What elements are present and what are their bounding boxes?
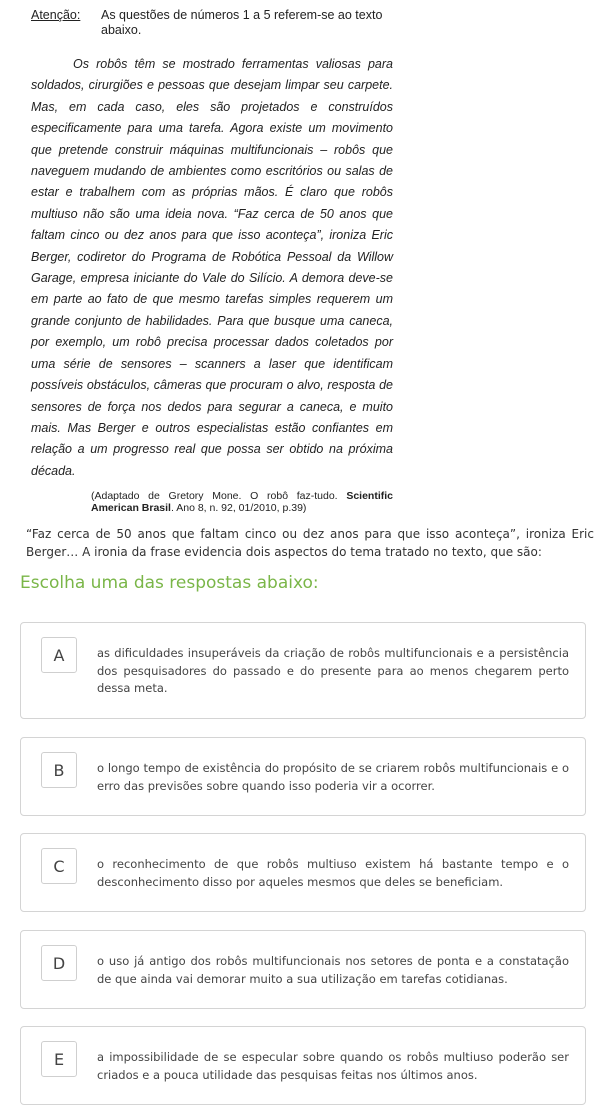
- answer-option-e[interactable]: [20, 1026, 586, 1105]
- answer-option-d[interactable]: [20, 930, 586, 1009]
- text-excerpt: [31, 0, 393, 514]
- citation: [91, 490, 393, 514]
- option-text: a impossibilidade de se especular sobre quando os robôs multiuso poderão ser criados e a pouca utilidade das pesquisas feitas nos últimos anos.: [97, 1050, 569, 1082]
- answer-option-b[interactable]: [20, 737, 586, 816]
- answer-option-c[interactable]: [20, 833, 586, 912]
- option-letter-badge[interactable]: B: [41, 752, 77, 788]
- choose-answer-heading: Escolha uma das respostas abaixo:: [20, 573, 319, 593]
- citation-source: Scientific American Brasil: [91, 490, 394, 515]
- option-letter-badge[interactable]: A: [41, 637, 77, 673]
- citation-suffix: . Ano 8, n. 92, 01/2010, p.39): [170, 502, 307, 515]
- option-text: as dificuldades insuperáveis da criação de robôs multifuncionais e a persistência dos pesquisadores do passado e do presente para ao menos chegarem perto dessa meta.: [97, 646, 569, 695]
- notice-label: Atenção:: [31, 8, 81, 22]
- option-letter-badge[interactable]: E: [41, 1041, 77, 1077]
- question-text: “Faz cerca de 50 anos que faltam cinco ou dez anos para que isso aconteça”, ironiza Eric Berger… A ironia da frase evidencia dois aspectos do tema tratado no texto, que são:: [26, 527, 594, 559]
- notice: [31, 8, 393, 38]
- option-letter-badge[interactable]: C: [41, 848, 77, 884]
- answer-option-a[interactable]: [20, 622, 586, 719]
- option-letter-badge[interactable]: D: [41, 945, 77, 981]
- notice-text: As questões de números 1 a 5 referem-se ao texto abaixo.: [101, 8, 383, 37]
- option-text: o reconhecimento de que robôs multiuso existem há bastante tempo e o desconhecimento disso por aqueles mesmos que deles se beneficiam.: [97, 857, 569, 889]
- citation-prefix: (Adaptado de Gretory Mone. O robô faz-tudo.: [91, 490, 338, 503]
- passage-text: Os robôs têm se mostrado ferramentas valiosas para soldados, cirurgiões e pessoas que desejam limpar seu carpete. Mas, em cada caso, eles são projetados e construídos especificamente para uma tarefa. Agora existe um movimento que pretende construir máquinas multifuncionais – robôs que naveguem mudando de ambientes como escritórios ou salas de estar e trabalhem com as próprias mãos. É claro que robôs multiuso não são uma ideia nova. “Faz cerca de 50 anos que faltam cinco ou dez anos para que isso aconteça”, ironiza Eric Berger, codiretor do Programa de Robótica Pessoal da Willow Garage, empresa iniciante do Vale do Silício. A demora deve-se em parte ao fato de que mesmo tarefas simples requerem um grande conjunto de habilidades. Para que busque uma caneca, por exemplo, um robô precisa processar dados coletados por uma série de sensores – scanners a laser que identificam possíveis obstáculos, câmeras que procuram o alvo, resposta de sensores de força nos dedos para segurar a caneca, e muito mais. Mas Berger e outros especialistas estão confiantes em relação a um progresso real que possa ser obtido na próxima década.: [31, 57, 393, 478]
- option-text: o uso já antigo dos robôs multifuncionais nos setores de ponta e a constatação de que ainda vai demorar muito a sua utilização em tarefas cotidianas.: [97, 954, 569, 986]
- option-text: o longo tempo de existência do propósito de se criarem robôs multifuncionais e o erro das previsões sobre quando isso poderia vir a ocorrer.: [97, 761, 569, 793]
